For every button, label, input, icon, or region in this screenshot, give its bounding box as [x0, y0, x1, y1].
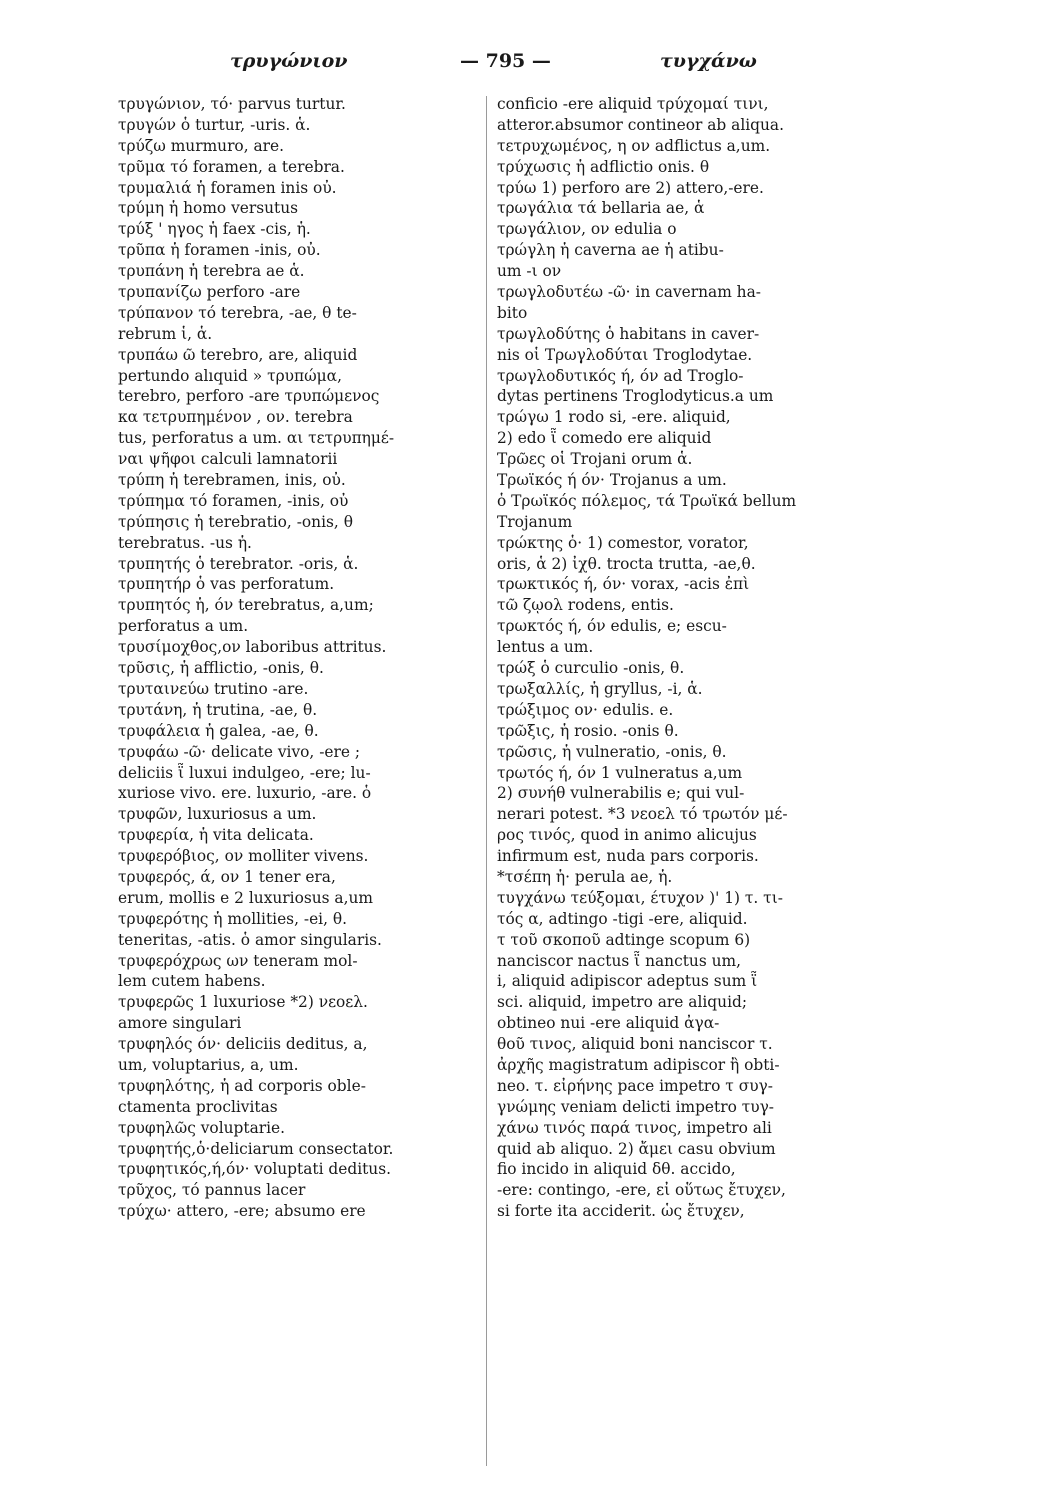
dictionary-line: τρῦμα τό foramen, a terebra. — [118, 157, 345, 176]
dictionary-line: erum, mollis e 2 luxuriosus a,um — [118, 888, 374, 907]
dictionary-line: τρῦπα ἡ foramen -inis, οὐ. — [118, 241, 321, 260]
dictionary-line: τρύξ ' ηγος ἡ faex -cis, ἡ. — [118, 220, 311, 239]
dictionary-line: ctamenta proclivitas — [118, 1097, 278, 1116]
dictionary-line: i, aliquid adipiscor adeptus sum ῗ — [497, 972, 758, 991]
dictionary-line: τρῶξις, ἡ rosio. -onis θ. — [497, 721, 679, 740]
dictionary-line: τρωξαλλίς, ἡ gryllus, -i, ἁ. — [497, 679, 703, 698]
dictionary-line: quid ab aliquo. 2) ἄμει casu obvium — [497, 1139, 776, 1158]
dictionary-line: rebrum ἱ, ἁ. — [118, 324, 213, 343]
dictionary-line: τρυφηλῶς voluptarie. — [118, 1118, 286, 1137]
dictionary-line: τρυπάνη ἡ terebra ae ἁ. — [118, 262, 305, 281]
dictionary-line: obtineo nui -ere aliquid ἀγα- — [497, 1014, 720, 1033]
dictionary-line: ἀρχῆς magistratum adipiscor ἢ obti- — [497, 1055, 780, 1074]
dictionary-line: τρυπητήρ ὁ vas perforatum. — [118, 575, 335, 594]
dictionary-line: τρωκτικός ή, όν· vorax, -acis ἐπὶ — [497, 575, 750, 594]
dictionary-line: κα τετρυπημένον , ον. terebra — [118, 408, 353, 427]
dictionary-line: τρυφερός, ά, ον 1 tener era, — [118, 867, 336, 886]
dictionary-line: dytas pertinens Troglodyticus.a um — [497, 387, 774, 406]
dictionary-line: τρυτάνη, ἡ trutina, -ae, θ. — [118, 700, 318, 719]
dictionary-line: teneritas, -atis. ὁ amor singularis. — [118, 930, 382, 949]
dictionary-line: τρωγάλιον, ον edulia ο — [497, 220, 677, 239]
dictionary-line: τρυπανίζω perforo -are — [118, 283, 301, 302]
dictionary-line: τῶ ζῳολ rodens, entis. — [497, 596, 674, 615]
dictionary-line: terebratus. -us ἡ. — [118, 533, 252, 552]
dictionary-line: -ere: contingo, -ere, εἰ οὕτως ἔτυχεν, — [497, 1181, 786, 1200]
dictionary-line: sci. aliquid, impetro are aliquid; — [497, 993, 748, 1012]
dictionary-line: amore singulari — [118, 1014, 242, 1033]
page-header — [120, 50, 890, 84]
dictionary-line: *τσέπη ἡ· perula ae, ἡ. — [497, 867, 673, 886]
dictionary-line: τρυφάλεια ἡ galea, -ae, θ. — [118, 721, 319, 740]
dictionary-line: τρύχω· attero, -ere; absumo ere — [118, 1202, 366, 1221]
dictionary-line: neo. τ. εἰρήνης pace impetro τ συγ- — [497, 1076, 773, 1095]
dictionary-line: perforatus a um. — [118, 617, 249, 636]
dictionary-line: τρύζω murmuro, are. — [118, 136, 285, 155]
dictionary-line: τρυσίμοχθος,ον laboribus attritus. — [118, 638, 387, 657]
dictionary-line: τρυφερόβιος, ον molliter vivens. — [118, 847, 369, 866]
dictionary-line: um, voluptarius, a, um. — [118, 1055, 299, 1074]
dictionary-line: τρύμη ἡ homo versutus — [118, 199, 299, 218]
dictionary-line: τρώκτης ὁ· 1) comestor, vorator, — [497, 533, 749, 552]
dictionary-line: τρυμαλιά ἡ foramen inis οὐ. — [118, 178, 337, 197]
dictionary-line: τρυπάω ῶ terebro, are, aliquid — [118, 345, 358, 364]
dictionary-line: infirmum est, nuda pars corporis. — [497, 847, 759, 866]
dictionary-line: τρυφερόχρως ων teneram mol- — [118, 951, 358, 970]
column-divider — [486, 96, 487, 1466]
dictionary-line: τυγχάνω τεύξομαι, έτυχον )' 1) τ. τι- — [497, 888, 783, 907]
dictionary-line: lentus a um. — [497, 638, 594, 657]
dictionary-line: γνώμης veniam delicti impetro τυγ- — [497, 1097, 775, 1116]
dictionary-line: nanciscor nactus ῗ nanctus um, — [497, 951, 742, 970]
dictionary-line: pertundo alıquid » τρυπώμα, — [118, 366, 342, 385]
dictionary-line: τρύω 1) perforo are 2) attero,-ere. — [497, 178, 764, 197]
dictionary-line: deliciis ῗ luxui indulgeo, -ere; lu- — [118, 763, 371, 782]
dictionary-line: τρυφητής,ὁ·deliciarum consectator. — [118, 1139, 394, 1158]
page-number: — 795 — — [460, 50, 551, 72]
dictionary-line: τρῦσις, ἡ afflictio, -onis, θ. — [118, 659, 324, 678]
dictionary-line: τρωκτός ή, όν edulis, e; escu- — [497, 617, 727, 636]
dictionary-line: τρωγλοδυτικός ή, όν ad Troglo- — [497, 366, 744, 385]
dictionary-line: um -ι ον — [497, 262, 562, 281]
dictionary-line: τετρυχωμένος, η ον adflictus a,um. — [497, 136, 771, 155]
dictionary-line: terebro, perforo -are τρυπώμενος — [118, 387, 380, 406]
dictionary-line: si forte ita acciderit. ὡς ἔτυχεν, — [497, 1202, 745, 1221]
dictionary-line: lem cutem habens. — [118, 972, 266, 991]
dictionary-line: nerari potest. *3 νεοελ τό τρωτόν μέ- — [497, 805, 788, 824]
header-left-guideword: τρυγώνιον — [230, 50, 348, 72]
dictionary-line: τρυγώνιον, τό· parvus turtur. — [118, 95, 346, 113]
dictionary-line: τρυφηλότης, ἡ ad corporis oble- — [118, 1076, 366, 1095]
dictionary-line: τρῶσις, ἡ vulneratio, -onis, θ. — [497, 742, 727, 761]
dictionary-line: χάνω τινός παρά τινος, impetro ali — [497, 1118, 772, 1137]
dictionary-line: 2) συνήθ vulnerabilis e; qui vul- — [497, 784, 745, 803]
dictionary-line: τρωτός ή, όν 1 vulneratus a,um — [497, 763, 743, 782]
dictionary-line: τρύχωσις ἡ adflictio onis. θ — [497, 157, 710, 176]
dictionary-line: atteror.absumor contineor ab aliqua. — [497, 115, 784, 134]
dictionary-line: τ τοῦ σκοποῦ adtinge scopum 6) — [497, 930, 751, 949]
dictionary-line: τρυφηλός όν· deliciis deditus, a, — [118, 1035, 368, 1054]
dictionary-line: bito — [497, 303, 528, 322]
dictionary-line: τρυφερῶς 1 luxuriose *2) νεοελ. — [118, 993, 368, 1012]
dictionary-line: τρυταινεύω trutino -are. — [118, 679, 309, 698]
dictionary-line: τρωγλοδυτέω -ῶ· in cavernam ha- — [497, 283, 761, 302]
dictionary-line: τρυφῶν, luxuriosus a um. — [118, 805, 317, 824]
dictionary-line: τρυφάω -ῶ· delicate vivo, -ere ; — [118, 742, 361, 761]
dictionary-line: xuriose vivo. ere. luxurio, -are. ὁ — [118, 784, 372, 803]
dictionary-line: tus, perforatus a um. αι τετρυπημέ- — [118, 429, 395, 448]
dictionary-line: τρυπητός ἡ, όν terebratus, a,um; — [118, 596, 374, 615]
dictionary-line: τρώξ ὁ curculio -onis, θ. — [497, 659, 685, 678]
dictionary-line: τός α, adtingo -tigi -ere, aliquid. — [497, 909, 748, 928]
dictionary-line: τρώγω 1 rodo si, -ere. aliquid, — [497, 408, 731, 427]
dictionary-line: ναι ψῆφοι calculi lamnatorii — [118, 450, 338, 469]
dictionary-line: oris, ἁ 2) ἰχθ. trocta trutta, -ae,θ. — [497, 554, 756, 573]
dictionary-line: τρωγάλια τά bellaria ae, ἁ — [497, 199, 705, 218]
dictionary-line: fio incido in aliquid δθ. accido, — [497, 1160, 736, 1179]
dictionary-line: τρύπη ἡ terebramen, inis, οὐ. — [118, 471, 346, 490]
dictionary-line: 2) edo ῗ comedo ere aliquid — [497, 429, 712, 448]
dictionary-line: τρυγών ὁ turtur, -uris. ἁ. — [118, 115, 311, 134]
dictionary-line: τρύπημα τό foramen, -inis, οὐ — [118, 491, 349, 510]
dictionary-line: τρώξιμος ον· edulis. e. — [497, 700, 674, 719]
dictionary-line: τρυφερία, ἡ vita delicata. — [118, 826, 314, 845]
left-column — [118, 94, 486, 1222]
dictionary-line: ὁ Τρωϊκός πόλεμος, τά Τρωϊκά bellum — [497, 491, 797, 510]
dictionary-line: θοῦ τινος, aliquid boni nanciscor τ. — [497, 1035, 773, 1054]
dictionary-line: Τρωϊκός ή όν· Trojanus a um. — [497, 471, 727, 490]
dictionary-line: Τρῶες οἱ Trojani orum ἁ. — [497, 450, 693, 469]
dictionary-line: τρύπανον τό terebra, -ae, θ te- — [118, 303, 357, 322]
dictionary-line: nis οἱ Τρωγλοδύται Troglodytae. — [497, 345, 753, 364]
dictionary-line: Trojanum — [497, 512, 573, 531]
dictionary-line: τρωγλοδύτης ὁ habitans in caver- — [497, 324, 760, 343]
dictionary-line: τρῦχος, τό pannus lacer — [118, 1181, 306, 1200]
dictionary-line: τρυφητικός,ή,όν· voluptati deditus. — [118, 1160, 392, 1179]
dictionary-line: τρώγλη ἡ caverna ae ἡ atibu- — [497, 241, 724, 260]
right-column — [497, 94, 865, 1222]
dictionary-line: τρυφερότης ἡ mollities, -ei, θ. — [118, 909, 348, 928]
dictionary-line: τρυπητής ὁ terebrator. -oris, ἁ. — [118, 554, 359, 573]
dictionary-line: ρος τινός, quod in animo alicujus — [497, 826, 757, 845]
dictionary-line: conficio -ere aliquid τρύχομαί τινι, — [497, 95, 769, 113]
header-right-guideword: τυγχάνω — [660, 50, 757, 72]
dictionary-line: τρύπησις ἡ terebratio, -onis, θ — [118, 512, 353, 531]
